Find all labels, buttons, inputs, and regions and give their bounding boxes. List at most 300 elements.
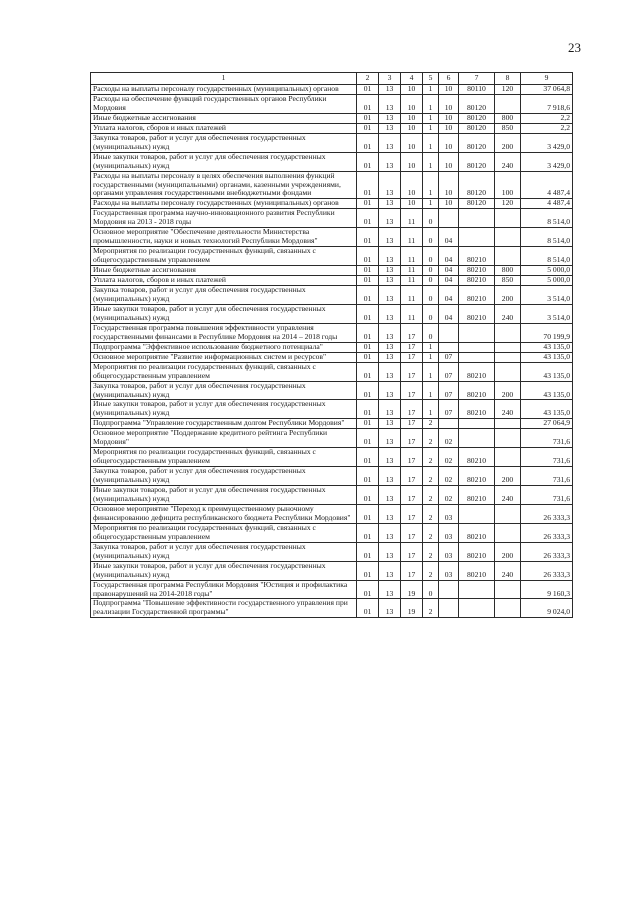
row-direction: 80210 bbox=[459, 542, 495, 561]
row-amount: 731,6 bbox=[521, 486, 573, 505]
row-subsection: 13 bbox=[379, 580, 401, 599]
row-expense-type bbox=[495, 599, 521, 618]
row-program: 17 bbox=[401, 381, 423, 400]
row-direction: 80210 bbox=[459, 467, 495, 486]
row-name: Иные бюджетные ассигнования bbox=[91, 113, 357, 123]
table-row bbox=[91, 133, 573, 152]
row-name: Государственная программа повышения эффективности управления государственными финансами в Республике Мордовия на 2014 – 2018 годы bbox=[91, 323, 357, 342]
row-expense-type bbox=[495, 504, 521, 523]
row-subsection: 13 bbox=[379, 133, 401, 152]
row-subsection: 13 bbox=[379, 561, 401, 580]
row-direction: 80110 bbox=[459, 85, 495, 95]
row-measure: 07 bbox=[439, 352, 459, 362]
row-measure: 10 bbox=[439, 171, 459, 199]
row-subsection: 13 bbox=[379, 419, 401, 429]
row-program: 19 bbox=[401, 599, 423, 618]
row-program: 17 bbox=[401, 352, 423, 362]
row-program: 10 bbox=[401, 123, 423, 133]
row-amount: 43 135,0 bbox=[521, 352, 573, 362]
row-subsection: 13 bbox=[379, 362, 401, 381]
row-section: 01 bbox=[357, 266, 379, 276]
row-name: Закупка товаров, работ и услуг для обеспечения государственных (муниципальных) нужд bbox=[91, 286, 357, 305]
row-expense-type bbox=[495, 362, 521, 381]
row-program: 11 bbox=[401, 228, 423, 247]
table-row bbox=[91, 209, 573, 228]
row-name: Уплата налогов, сборов и иных платежей bbox=[91, 123, 357, 133]
row-measure: 02 bbox=[439, 467, 459, 486]
row-amount: 27 064,9 bbox=[521, 419, 573, 429]
row-expense-type: 200 bbox=[495, 133, 521, 152]
row-amount: 2,2 bbox=[521, 113, 573, 123]
row-measure: 03 bbox=[439, 523, 459, 542]
row-subprogram: 1 bbox=[423, 123, 439, 133]
row-direction: 80210 bbox=[459, 286, 495, 305]
row-section: 01 bbox=[357, 152, 379, 171]
row-section: 01 bbox=[357, 561, 379, 580]
row-section: 01 bbox=[357, 113, 379, 123]
row-subsection: 13 bbox=[379, 247, 401, 266]
row-expense-type bbox=[495, 228, 521, 247]
row-measure: 04 bbox=[439, 247, 459, 266]
row-expense-type bbox=[495, 94, 521, 113]
table-row bbox=[91, 352, 573, 362]
row-amount: 4 487,4 bbox=[521, 171, 573, 199]
row-expense-type bbox=[495, 209, 521, 228]
row-section: 01 bbox=[357, 209, 379, 228]
row-subprogram: 1 bbox=[423, 381, 439, 400]
row-program: 11 bbox=[401, 266, 423, 276]
row-section: 01 bbox=[357, 286, 379, 305]
row-subprogram: 1 bbox=[423, 400, 439, 419]
row-name: Расходы на выплаты персоналу государственных (муниципальных) органов bbox=[91, 85, 357, 95]
row-direction bbox=[459, 342, 495, 352]
row-amount: 731,6 bbox=[521, 429, 573, 448]
row-measure: 10 bbox=[439, 85, 459, 95]
row-subprogram: 1 bbox=[423, 171, 439, 199]
row-subprogram: 2 bbox=[423, 429, 439, 448]
table-row bbox=[91, 381, 573, 400]
row-section: 01 bbox=[357, 123, 379, 133]
row-amount: 3 514,0 bbox=[521, 286, 573, 305]
row-section: 01 bbox=[357, 171, 379, 199]
row-measure: 03 bbox=[439, 561, 459, 580]
row-program: 17 bbox=[401, 342, 423, 352]
row-measure: 10 bbox=[439, 113, 459, 123]
row-amount: 2,2 bbox=[521, 123, 573, 133]
row-name: Подпрограмма "Управление государственным долгом Республики Мордовия" bbox=[91, 419, 357, 429]
row-program: 11 bbox=[401, 276, 423, 286]
row-subprogram: 0 bbox=[423, 228, 439, 247]
row-direction: 80210 bbox=[459, 304, 495, 323]
row-subsection: 13 bbox=[379, 342, 401, 352]
row-program: 10 bbox=[401, 171, 423, 199]
row-direction: 80210 bbox=[459, 561, 495, 580]
row-subprogram: 1 bbox=[423, 133, 439, 152]
row-subprogram: 1 bbox=[423, 113, 439, 123]
row-measure: 02 bbox=[439, 486, 459, 505]
row-direction bbox=[459, 352, 495, 362]
row-name: Мероприятия по реализации государственных функций, связанных с общегосударственным управлением bbox=[91, 362, 357, 381]
row-amount: 9 160,3 bbox=[521, 580, 573, 599]
row-amount: 8 514,0 bbox=[521, 209, 573, 228]
row-subprogram: 1 bbox=[423, 362, 439, 381]
row-subprogram: 2 bbox=[423, 599, 439, 618]
row-expense-type bbox=[495, 323, 521, 342]
row-name: Закупка товаров, работ и услуг для обеспечения государственных (муниципальных) нужд bbox=[91, 133, 357, 152]
row-measure bbox=[439, 323, 459, 342]
row-amount: 3 514,0 bbox=[521, 304, 573, 323]
row-name: Иные закупки товаров, работ и услуг для обеспечения государственных (муниципальных) нужд bbox=[91, 561, 357, 580]
row-subsection: 13 bbox=[379, 123, 401, 133]
row-direction bbox=[459, 323, 495, 342]
row-measure: 02 bbox=[439, 448, 459, 467]
row-name: Уплата налогов, сборов и иных платежей bbox=[91, 276, 357, 286]
row-measure: 04 bbox=[439, 276, 459, 286]
row-section: 01 bbox=[357, 94, 379, 113]
row-section: 01 bbox=[357, 419, 379, 429]
row-direction: 80210 bbox=[459, 362, 495, 381]
row-program: 10 bbox=[401, 94, 423, 113]
row-amount: 8 514,0 bbox=[521, 247, 573, 266]
row-program: 17 bbox=[401, 400, 423, 419]
row-program: 10 bbox=[401, 113, 423, 123]
row-direction: 80120 bbox=[459, 113, 495, 123]
table-row bbox=[91, 504, 573, 523]
row-expense-type: 240 bbox=[495, 561, 521, 580]
row-program: 19 bbox=[401, 580, 423, 599]
col-header-2: 2 bbox=[357, 73, 379, 85]
table-row bbox=[91, 599, 573, 618]
row-amount: 731,6 bbox=[521, 448, 573, 467]
table-header-row bbox=[91, 73, 573, 85]
col-header-3: 3 bbox=[379, 73, 401, 85]
row-expense-type bbox=[495, 247, 521, 266]
row-direction: 80210 bbox=[459, 247, 495, 266]
row-expense-type: 120 bbox=[495, 199, 521, 209]
row-name: Подпрограмма "Повышение эффективности государственного управления при реализации Государственной программы" bbox=[91, 599, 357, 618]
table-body bbox=[91, 85, 573, 618]
row-measure bbox=[439, 599, 459, 618]
row-program: 11 bbox=[401, 286, 423, 305]
row-amount: 26 333,3 bbox=[521, 561, 573, 580]
row-measure: 10 bbox=[439, 133, 459, 152]
row-direction bbox=[459, 599, 495, 618]
row-section: 01 bbox=[357, 304, 379, 323]
row-program: 17 bbox=[401, 448, 423, 467]
table-row bbox=[91, 171, 573, 199]
row-expense-type: 800 bbox=[495, 113, 521, 123]
row-expense-type: 850 bbox=[495, 123, 521, 133]
row-subprogram: 1 bbox=[423, 342, 439, 352]
col-header-4: 4 bbox=[401, 73, 423, 85]
row-program: 11 bbox=[401, 304, 423, 323]
row-subprogram: 0 bbox=[423, 323, 439, 342]
row-section: 01 bbox=[357, 199, 379, 209]
row-subprogram: 0 bbox=[423, 286, 439, 305]
row-program: 10 bbox=[401, 152, 423, 171]
row-section: 01 bbox=[357, 599, 379, 618]
row-subprogram: 1 bbox=[423, 94, 439, 113]
row-measure bbox=[439, 209, 459, 228]
row-amount: 37 064,8 bbox=[521, 85, 573, 95]
table-row bbox=[91, 85, 573, 95]
row-program: 17 bbox=[401, 542, 423, 561]
table-row bbox=[91, 123, 573, 133]
row-section: 01 bbox=[357, 381, 379, 400]
row-direction: 80120 bbox=[459, 171, 495, 199]
row-name: Государственная программа Республики Мордовия "Юстиция и профилактика правонарушений на 2014-2018 годы" bbox=[91, 580, 357, 599]
row-program: 17 bbox=[401, 362, 423, 381]
row-program: 17 bbox=[401, 486, 423, 505]
table-row bbox=[91, 266, 573, 276]
row-subsection: 13 bbox=[379, 228, 401, 247]
row-amount: 9 024,0 bbox=[521, 599, 573, 618]
col-header-5: 5 bbox=[423, 73, 439, 85]
row-expense-type bbox=[495, 342, 521, 352]
row-subsection: 13 bbox=[379, 486, 401, 505]
row-subprogram: 1 bbox=[423, 152, 439, 171]
row-subprogram: 0 bbox=[423, 209, 439, 228]
row-program: 10 bbox=[401, 199, 423, 209]
row-expense-type: 240 bbox=[495, 304, 521, 323]
row-direction: 80210 bbox=[459, 381, 495, 400]
row-subprogram: 1 bbox=[423, 199, 439, 209]
row-subsection: 13 bbox=[379, 304, 401, 323]
row-subprogram: 2 bbox=[423, 504, 439, 523]
row-measure: 03 bbox=[439, 542, 459, 561]
row-name: Иные бюджетные ассигнования bbox=[91, 266, 357, 276]
row-section: 01 bbox=[357, 247, 379, 266]
row-measure: 04 bbox=[439, 266, 459, 276]
row-section: 01 bbox=[357, 228, 379, 247]
row-expense-type: 240 bbox=[495, 486, 521, 505]
row-section: 01 bbox=[357, 429, 379, 448]
table-row bbox=[91, 342, 573, 352]
col-header-7: 7 bbox=[459, 73, 495, 85]
row-subsection: 13 bbox=[379, 85, 401, 95]
row-subsection: 13 bbox=[379, 448, 401, 467]
table-row bbox=[91, 286, 573, 305]
row-subsection: 13 bbox=[379, 400, 401, 419]
row-section: 01 bbox=[357, 467, 379, 486]
row-expense-type: 200 bbox=[495, 286, 521, 305]
row-direction: 80210 bbox=[459, 523, 495, 542]
col-header-9: 9 bbox=[521, 73, 573, 85]
row-direction: 80120 bbox=[459, 152, 495, 171]
table-row bbox=[91, 276, 573, 286]
budget-table bbox=[90, 72, 573, 618]
row-program: 11 bbox=[401, 247, 423, 266]
row-subsection: 13 bbox=[379, 352, 401, 362]
row-subsection: 13 bbox=[379, 286, 401, 305]
row-section: 01 bbox=[357, 486, 379, 505]
row-expense-type bbox=[495, 419, 521, 429]
row-name: Закупка товаров, работ и услуг для обеспечения государственных (муниципальных) нужд bbox=[91, 542, 357, 561]
row-name: Иные закупки товаров, работ и услуг для обеспечения государственных (муниципальных) нужд bbox=[91, 486, 357, 505]
row-program: 10 bbox=[401, 85, 423, 95]
row-amount: 26 333,3 bbox=[521, 542, 573, 561]
row-measure: 07 bbox=[439, 362, 459, 381]
row-amount: 3 429,0 bbox=[521, 152, 573, 171]
row-section: 01 bbox=[357, 342, 379, 352]
row-subsection: 13 bbox=[379, 599, 401, 618]
row-amount: 26 333,3 bbox=[521, 504, 573, 523]
row-subsection: 13 bbox=[379, 381, 401, 400]
col-header-1: 1 bbox=[91, 73, 357, 85]
row-direction: 80120 bbox=[459, 133, 495, 152]
row-measure bbox=[439, 419, 459, 429]
page-number: 23 bbox=[568, 40, 581, 55]
row-subprogram: 2 bbox=[423, 486, 439, 505]
row-expense-type: 800 bbox=[495, 266, 521, 276]
row-direction: 80210 bbox=[459, 486, 495, 505]
row-measure: 07 bbox=[439, 381, 459, 400]
row-name: Закупка товаров, работ и услуг для обеспечения государственных (муниципальных) нужд bbox=[91, 467, 357, 486]
table-row bbox=[91, 580, 573, 599]
row-amount: 43 135,0 bbox=[521, 342, 573, 352]
row-program: 11 bbox=[401, 209, 423, 228]
row-measure bbox=[439, 342, 459, 352]
row-expense-type: 200 bbox=[495, 381, 521, 400]
row-expense-type bbox=[495, 352, 521, 362]
row-section: 01 bbox=[357, 448, 379, 467]
table-row bbox=[91, 400, 573, 419]
row-subsection: 13 bbox=[379, 171, 401, 199]
row-amount: 5 000,0 bbox=[521, 266, 573, 276]
row-name: Расходы на выплаты персоналу государственных (муниципальных) органов bbox=[91, 199, 357, 209]
row-amount: 5 000,0 bbox=[521, 276, 573, 286]
row-direction: 80120 bbox=[459, 123, 495, 133]
row-subprogram: 2 bbox=[423, 542, 439, 561]
row-section: 01 bbox=[357, 400, 379, 419]
row-expense-type: 100 bbox=[495, 171, 521, 199]
table-row bbox=[91, 467, 573, 486]
row-name: Расходы на выплаты персоналу в целях обеспечения выполнения функций государственными (муниципальными) органами, казенными учреждениями, органами управления государственными внебюджетными фондами bbox=[91, 171, 357, 199]
table-row bbox=[91, 419, 573, 429]
row-direction bbox=[459, 504, 495, 523]
row-subprogram: 2 bbox=[423, 448, 439, 467]
table-row bbox=[91, 486, 573, 505]
row-name: Основное мероприятие "Развитие информационных систем и ресурсов" bbox=[91, 352, 357, 362]
row-program: 17 bbox=[401, 504, 423, 523]
table-row bbox=[91, 228, 573, 247]
row-amount: 7 918,6 bbox=[521, 94, 573, 113]
row-subprogram: 1 bbox=[423, 352, 439, 362]
row-direction bbox=[459, 209, 495, 228]
row-name: Основное мероприятие "Поддержание кредитного рейтинга Республики Мордовия" bbox=[91, 429, 357, 448]
row-subsection: 13 bbox=[379, 94, 401, 113]
row-subprogram: 0 bbox=[423, 247, 439, 266]
row-subprogram: 2 bbox=[423, 419, 439, 429]
col-header-6: 6 bbox=[439, 73, 459, 85]
row-expense-type bbox=[495, 429, 521, 448]
row-section: 01 bbox=[357, 133, 379, 152]
table-row bbox=[91, 523, 573, 542]
row-amount: 8 514,0 bbox=[521, 228, 573, 247]
row-subsection: 13 bbox=[379, 266, 401, 276]
row-expense-type: 850 bbox=[495, 276, 521, 286]
row-name: Мероприятия по реализации государственных функций, связанных с общегосударственным управлением bbox=[91, 247, 357, 266]
row-measure: 02 bbox=[439, 429, 459, 448]
row-section: 01 bbox=[357, 323, 379, 342]
row-measure: 04 bbox=[439, 228, 459, 247]
row-subsection: 13 bbox=[379, 152, 401, 171]
row-direction bbox=[459, 228, 495, 247]
row-program: 17 bbox=[401, 419, 423, 429]
row-direction: 80120 bbox=[459, 199, 495, 209]
table-row bbox=[91, 323, 573, 342]
table-row bbox=[91, 113, 573, 123]
row-expense-type bbox=[495, 448, 521, 467]
row-amount: 70 199,9 bbox=[521, 323, 573, 342]
row-name: Закупка товаров, работ и услуг для обеспечения государственных (муниципальных) нужд bbox=[91, 381, 357, 400]
row-expense-type: 240 bbox=[495, 400, 521, 419]
row-section: 01 bbox=[357, 85, 379, 95]
row-amount: 43 135,0 bbox=[521, 400, 573, 419]
row-section: 01 bbox=[357, 542, 379, 561]
row-amount: 3 429,0 bbox=[521, 133, 573, 152]
row-name: Мероприятия по реализации государственных функций, связанных с общегосударственным управлением bbox=[91, 523, 357, 542]
row-expense-type bbox=[495, 523, 521, 542]
row-expense-type: 120 bbox=[495, 85, 521, 95]
row-amount: 26 333,3 bbox=[521, 523, 573, 542]
row-measure: 10 bbox=[439, 94, 459, 113]
row-subprogram: 2 bbox=[423, 467, 439, 486]
row-subprogram: 1 bbox=[423, 85, 439, 95]
row-section: 01 bbox=[357, 362, 379, 381]
row-subsection: 13 bbox=[379, 323, 401, 342]
row-subprogram: 0 bbox=[423, 580, 439, 599]
row-direction bbox=[459, 419, 495, 429]
row-subsection: 13 bbox=[379, 467, 401, 486]
row-subsection: 13 bbox=[379, 199, 401, 209]
row-subsection: 13 bbox=[379, 504, 401, 523]
row-program: 10 bbox=[401, 133, 423, 152]
row-name: Основное мероприятие "Обеспечение деятельности Министерства промышленности, науки и новых технологий Республики Мордовия" bbox=[91, 228, 357, 247]
table-row bbox=[91, 448, 573, 467]
row-name: Мероприятия по реализации государственных функций, связанных с общегосударственным управлением bbox=[91, 448, 357, 467]
row-subsection: 13 bbox=[379, 113, 401, 123]
row-direction: 80210 bbox=[459, 400, 495, 419]
row-program: 17 bbox=[401, 523, 423, 542]
table-row bbox=[91, 152, 573, 171]
row-measure bbox=[439, 580, 459, 599]
row-measure: 10 bbox=[439, 152, 459, 171]
row-direction: 80210 bbox=[459, 266, 495, 276]
row-name: Расходы на обеспечение функций государственных органов Республики Мордовия bbox=[91, 94, 357, 113]
row-section: 01 bbox=[357, 523, 379, 542]
row-subsection: 13 bbox=[379, 276, 401, 286]
table-row bbox=[91, 561, 573, 580]
row-name: Подпрограмма "Эффективное использование бюджетного потенциала" bbox=[91, 342, 357, 352]
row-measure: 03 bbox=[439, 504, 459, 523]
row-measure: 10 bbox=[439, 199, 459, 209]
row-measure: 04 bbox=[439, 304, 459, 323]
row-subsection: 13 bbox=[379, 429, 401, 448]
row-amount: 43 135,0 bbox=[521, 381, 573, 400]
row-subprogram: 0 bbox=[423, 304, 439, 323]
col-header-8: 8 bbox=[495, 73, 521, 85]
row-expense-type bbox=[495, 580, 521, 599]
row-subprogram: 2 bbox=[423, 561, 439, 580]
row-measure: 10 bbox=[439, 123, 459, 133]
row-program: 17 bbox=[401, 561, 423, 580]
row-subprogram: 0 bbox=[423, 276, 439, 286]
row-section: 01 bbox=[357, 580, 379, 599]
row-program: 17 bbox=[401, 323, 423, 342]
row-direction: 80120 bbox=[459, 94, 495, 113]
table-row bbox=[91, 94, 573, 113]
